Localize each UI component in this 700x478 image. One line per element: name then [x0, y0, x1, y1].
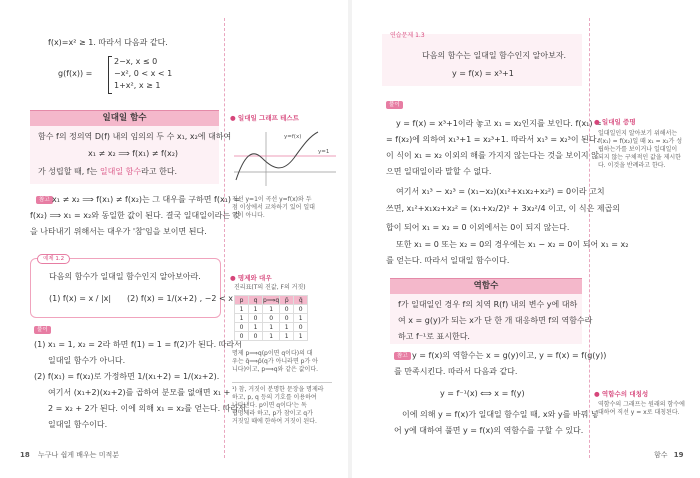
solution-line: (2) f(x₁) = f(x₂)로 가정하면 1/(x₁+2) = 1/(x₂+2).	[34, 372, 220, 381]
definition-highlight: 일대일 함수	[99, 167, 142, 176]
inverse-header	[390, 278, 582, 294]
definition-line: 가 성립할 때, f는 일대일 함수라고 한다.	[38, 167, 178, 176]
page-number: 19	[673, 451, 684, 459]
note-tag: 참고	[394, 352, 411, 360]
solution-line: 으면 일대일이라 말할 수 없다.	[386, 167, 492, 176]
solution-line: 합이 되어 x₁ = x₂ = 0 이외에서는 0이 되지 않는다.	[386, 223, 570, 232]
brace	[108, 56, 112, 94]
exercise-tag: 연습문제 1.3	[390, 32, 425, 39]
solution-line: 쓰면, x₁²+x₁x₂+x₂² = (x₁+x₂/2)² + 3x₂²/4 이고, 이 식은 제곱의	[386, 204, 621, 213]
final-line: 이에 의해 y = f(x)가 일대일 함수일 때, x와 y를 바꿔 넣	[402, 410, 599, 419]
inverse-title: 역함수	[473, 281, 499, 291]
right-page	[352, 0, 700, 478]
note-tag: 참고	[36, 196, 53, 204]
definition-formula: x₁ ≠ x₂ ⟹ f(x₁) ≠ f(x₂)	[88, 149, 179, 158]
solution-line: 를 얻는다. 따라서 일대일 함수이다.	[386, 256, 510, 265]
footer	[654, 450, 684, 460]
column-divider	[589, 18, 590, 458]
example-tag: 예제 1.2	[37, 254, 70, 264]
example-item: (1) f(x) = x / |x|	[49, 294, 112, 303]
solution-line: = f(x₂)에 의하여 x₁³+1 = x₂³+1. 따라서 x₁³ = x₂³이 된다.	[386, 135, 600, 144]
example-item: (2) f(x) = 1/(x+2) , −2 < x	[127, 294, 233, 303]
book-title: 누구나 쉽게 배우는 미적분	[37, 451, 120, 459]
solution-line: y = f(x) = x³+1이라 놓고 x₁ = x₂인지를 보인다. f(x₁) =	[396, 119, 602, 128]
sidebar-proof-text: 일대일인지 알아보기 위해서는 f(x₁) = f(x₂)일 때 x₁ = x₂가 성 립하는가를 보이거나 일대일이 되지 않는 구체적인 값을 제시한 다. 이것을 반례라고 한다.	[598, 130, 683, 169]
note-line: 를 만족시킨다. 따라서 다음과 같다.	[394, 367, 518, 376]
solution-line: 일대일 함수가 아니다.	[48, 356, 126, 365]
footer	[20, 450, 119, 460]
solution-line: 일대일 함수이다.	[48, 420, 108, 429]
note-line: y = f(x)의 역함수는 x = g(y)이고, y = f(x) = f(g(y))	[412, 351, 607, 360]
inverse-equation: y = f⁻¹(x) ⟺ x = f(y)	[440, 389, 525, 398]
solution-line: (1) x₁ = 1, x₂ = 2라 하면 f(1) = 1 = f(2)가 된다. 따라서	[34, 340, 242, 349]
solution-tag: 풀이	[34, 326, 51, 334]
table-row: 1 0 0 0 1	[235, 314, 308, 323]
piecewise-row: 2−x, x ≤ 0	[114, 57, 158, 66]
solution-line: 여기서 (x₁+2)(x₂+2)를 곱하여 분모를 없애면 x₁ +	[48, 388, 231, 397]
solution-line: 또한 x₁ = 0 또는 x₂ = 0의 경우에는 x₁ − x₂ = 0이 되어 x₁ = x₂	[396, 240, 629, 249]
graph-caption: 직선 y=1이 곡선 y=f(x)와 두 점 이상에서 교차하기 있어 일대 일이 아니다.	[232, 196, 315, 219]
top-text: f(x)=x² ≥ 1. 따라서 다음과 같다.	[48, 38, 168, 47]
sidebar-symmetry-text: 역함수의 그래프는 원래의 함수에 대하여 직선 y = x로 대칭된다.	[598, 401, 685, 416]
inverse-line: 여 x = g(y)가 되는 x가 단 한 개 대응하면 f의 역함수라	[398, 316, 593, 325]
inverse-body	[390, 294, 593, 344]
footnote-rule	[232, 382, 332, 383]
sidebar-graph-title: ● 일대일 그래프 테스트	[230, 114, 299, 122]
piecewise-row: 1+x², x ≥ 1	[114, 81, 161, 90]
chapter-name: 함수	[654, 451, 668, 459]
page-number: 18	[20, 451, 30, 459]
note-line: f(x₂) ⟹ x₁ = x₂와 동일한 값이 된다. 결국 일대일이라는 것	[30, 211, 241, 220]
table-row: 0 1 1 1 0	[235, 323, 308, 332]
definition-body	[30, 126, 232, 184]
graph-illustration	[232, 128, 338, 190]
note-line: 을 나타내기 위해서는 대우가 '참'임을 보이면 된다.	[30, 227, 207, 236]
solution-line: 여기서 x₁³ − x₂³ = (x₁−x₂)(x₁²+x₁x₂+x₂²) = 0이라 고치	[396, 187, 605, 196]
inverse-line: 하고 f⁻¹로 표시한다.	[398, 332, 470, 341]
definition-header	[30, 110, 219, 126]
table-subtitle: 진리표(T의 진값, F의 거짓)	[234, 284, 306, 291]
exercise-question: 다음의 함수는 일대일 함수인지 알아보자.	[422, 51, 567, 60]
exercise-box	[382, 34, 582, 86]
table-row: 1 1 1 0 0	[235, 305, 308, 314]
solution-tag: 풀이	[386, 101, 403, 109]
definition-line: 함수 f의 정의역 D(f) 내의 임의의 두 수 x₁, x₂에 대하여	[38, 132, 232, 141]
definition-title: 일대일 함수	[102, 113, 147, 123]
exercise-equation: y = f(x) = x³+1	[452, 69, 514, 78]
graph-label-1: y=1	[318, 149, 330, 155]
solution-line: 이 식이 x₁ = x₂ 이외의 해를 가지지 않는다는 것을 보이지 않	[386, 151, 599, 160]
left-page	[0, 0, 348, 478]
sidebar-proof-title: ● 일대일 증명	[594, 118, 636, 126]
final-line: 어 y에 대하여 풀면 y = f(x)의 역함수를 구할 수 있다.	[394, 426, 584, 435]
piecewise-lhs: g(f(x)) =	[58, 69, 93, 78]
note-line: x₁ ≠ x₂ ⟹ f(x₁) ≠ f(x₂)는 그 대우를 구하면 f(x₁) =	[52, 195, 241, 204]
footnote: ¹) 참, 거짓이 분명한 문장을 명제라 하고, p, q 등의 기호를 이용하여 나타낸다. p이면 q이다'는 독 립명제라 하고, p가 참이고 q가 거짓일 때에 한하여 거짓이 된다.	[232, 386, 324, 425]
truth-table: p q p⟹q p̄ q̄ 1 1 1 0 0 1 0 0 0 1 0 1 1 1 0 0 0 1 1 1	[234, 295, 308, 341]
inverse-line: f가 일대일인 경우 f의 치역 R(f) 내의 변수 y에 대하	[398, 300, 578, 309]
solution-line: 2 = x₂ + 2가 된다. 이에 의해 x₁ = x₂를 얻는다. 따라서	[48, 404, 246, 413]
sidebar-table-title: ● 명제와 대우	[230, 274, 272, 282]
sidebar-symmetry-title: ● 역함수의 대칭성	[594, 390, 649, 398]
graph-label-f: y=f(x)	[284, 134, 302, 140]
table-row: 0 0 1 1 1	[235, 332, 308, 341]
example-box	[30, 256, 233, 318]
piecewise-row: −x², 0 < x < 1	[114, 69, 173, 78]
table-caption: 명제 p⟹q(p이면 q이다)의 대 우는 q̄⟹p̄(q가 아니라면 p가 아 니다)이고, p⟹q와 같은 값이다.	[232, 350, 319, 373]
example-question: 다음의 함수가 일대일 함수인지 알아보아라.	[49, 272, 201, 281]
